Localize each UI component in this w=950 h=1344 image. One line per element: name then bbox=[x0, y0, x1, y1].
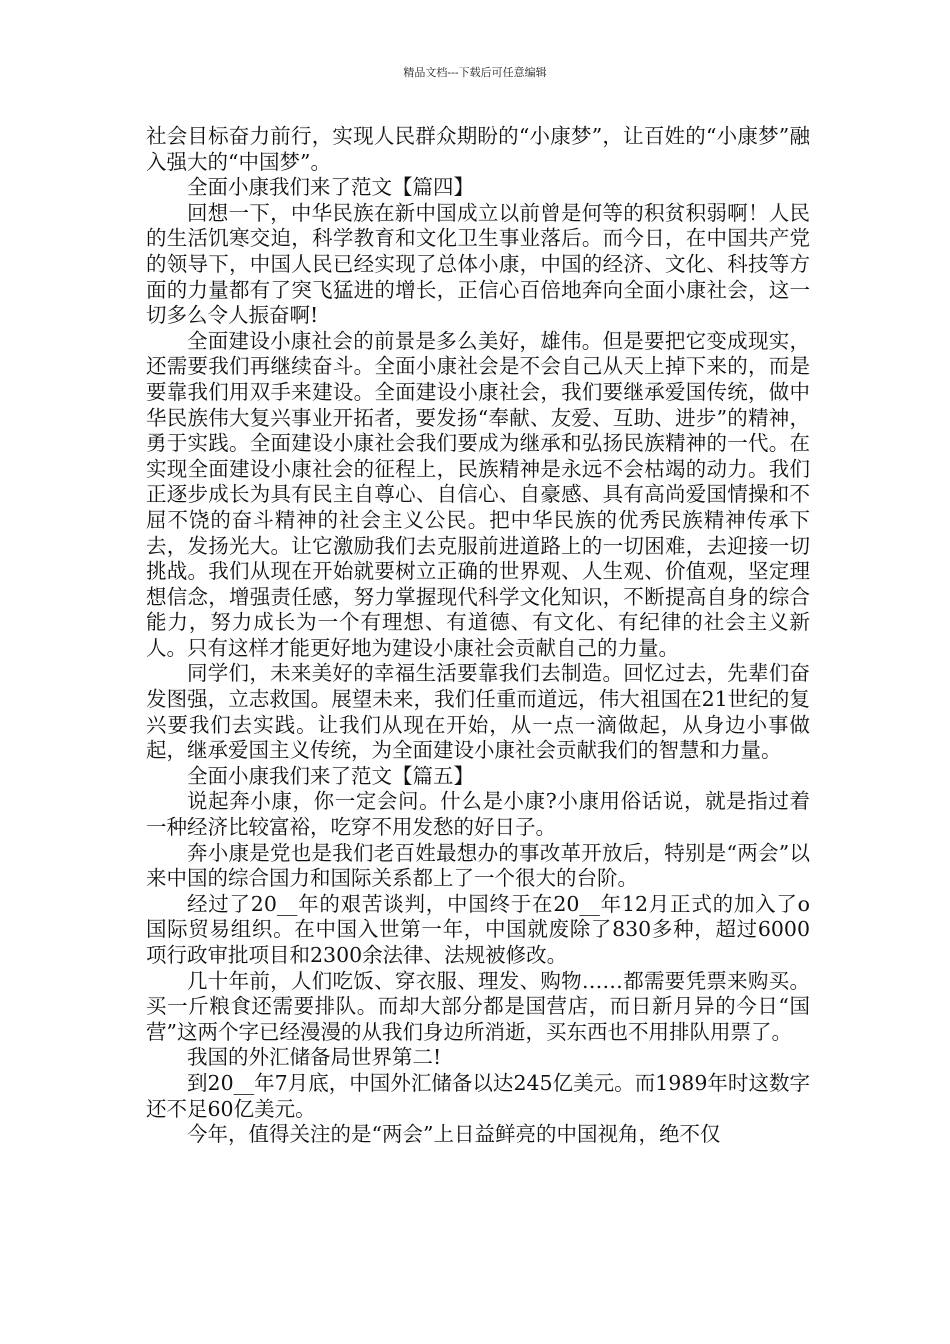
paragraph-continuation: 社会目标奋力前行，实现人民群众期盼的“小康梦”，让百姓的“小康梦”融入强大的“中国梦”。 bbox=[146, 124, 810, 174]
paragraph: 今年，值得关注的是“两会”上日益鲜亮的中国视角，绝不仅 bbox=[187, 1122, 721, 1147]
page-header: 精品文档---下载后可任意编辑 bbox=[403, 66, 547, 79]
paragraph: 经过了20__年的艰苦谈判，中国终于在20__年12月正式的加入了o国际贸易组织。在中国入世第一年，中国就废除了830多种，超过6000项行政审批项目和2300余法律、法规被修改。 bbox=[146, 891, 810, 967]
paragraph: 我国的外汇储备局世界第二! bbox=[187, 1045, 442, 1070]
paragraph: 到20__年7月底，中国外汇储备以达245亿美元。而1989年时这数字还不足60亿美元。 bbox=[146, 1070, 810, 1121]
section-heading-part-five: 全面小康我们来了范文【篇五】 bbox=[187, 763, 474, 788]
document-body bbox=[146, 124, 810, 1148]
paragraph: 说起奔小康，你一定会问。什么是小康?小康用俗话说，就是指过着一种经济比较富裕，吃穿不用发愁的好日子。 bbox=[146, 789, 810, 840]
paragraph: 同学们，未来美好的幸福生活要靠我们去制造。回忆过去，先辈们奋发图强，立志救国。展望未来，我们任重而道远，伟大祖国在21世纪的复兴要我们去实践。让我们从现在开始，从一点一滴做起，从身边小事做起，继承爱国主义传统，为全面建设小康社会贡献我们的智慧和力量。 bbox=[146, 661, 810, 763]
paragraph: 几十年前，人们吃饭、穿衣服、理发、购物……都需要凭票来购买。买一斤粮食还需要排队。而却大部分都是国营店，而日新月异的今日“国营”这两个字已经漫漫的从我们身边所消逝，买东西也不用排队用票了。 bbox=[146, 968, 810, 1044]
paragraph: 回想一下，中华民族在新中国成立以前曾是何等的积贫积弱啊！人民的生活饥寒交迫，科学教育和文化卫生事业落后。而今日，在中国共产党的领导下，中国人民已经实现了总体小康，中国的经济、文化、科技等方面的力量都有了突飞猛进的增长，正信心百倍地奔向全面小康社会，这一切多么令人振奋啊! bbox=[146, 200, 810, 328]
paragraph: 奔小康是党也是我们老百姓最想办的事改革开放后，特别是“两会”以来中国的综合国力和国际关系都上了一个很大的台阶。 bbox=[146, 840, 810, 891]
section-heading-part-four: 全面小康我们来了范文【篇四】 bbox=[187, 175, 474, 200]
paragraph: 全面建设小康社会的前景是多么美好，雄伟。但是要把它变成现实，还需要我们再继续奋斗。全面小康社会是不会自己从天上掉下来的，而是要靠我们用双手来建设。全面建设小康社会，我们要继承爱国传统，做中华民族伟大复兴事业开拓者，要发扬“奉献、友爱、互助、进步”的精神，勇于实践。全面建设小康社会我们要成为继承和弘扬民族精神的一代。在实现全面建设小康社会的征程上，民族精神是永远不会枯竭的动力。我们正逐步成长为具有民主自尊心、自信心、自豪感、具有高尚爱国情操和不屈不饶的奋斗精神的社会主义公民。把中华民族的优秀民族精神传承下去，发扬光大。让它激励我们去克服前进道路上的一切困难，去迎接一切挑战。我们从现在开始就要树立正确的世界观、人生观、价值观，坚定理想信念，增强责任感，努力掌握现代科学文化知识，不断提高自身的综合能力，努力成长为一个有理想、有道德、有文化、有纪律的社会主义新人。只有这样才能更好地为建设小康社会贡献自己的力量。 bbox=[146, 328, 810, 660]
